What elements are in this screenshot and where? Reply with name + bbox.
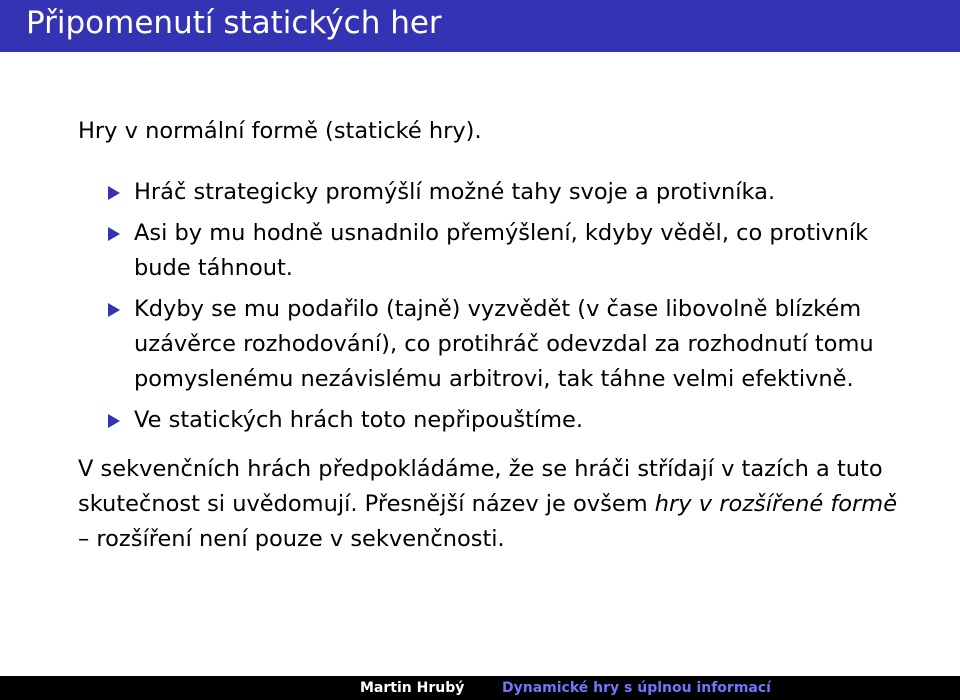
triangle-bullet-icon: [108, 227, 120, 241]
intro-paragraph: Hry v normální formě (statické hry).: [78, 118, 482, 144]
bullet-text: Asi by mu hodně usnadnilo přemýšlení, kdyby věděl, co protivník bude táhnout.: [134, 220, 869, 281]
bullet-text: Ve statických hrách toto nepřipouštíme.: [134, 407, 584, 433]
triangle-bullet-icon: [108, 414, 120, 428]
outro-paragraph: [78, 452, 898, 557]
footer-author: Martin Hrubý: [360, 680, 465, 696]
bullet-item: [78, 175, 898, 210]
slide-title: Připomenutí statických her: [26, 5, 442, 41]
triangle-bullet-icon: [108, 303, 120, 317]
footer-presentation-title: Dynamické hry s úplnou informací: [502, 680, 771, 696]
outro-text-before: V sekvenčních hrách předpokládáme, že se hráči střídají v tazích a tuto skutečnost si uvědomují. Přesnější název je ovšem: [78, 456, 883, 517]
outro-text-after: – rozšíření není pouze v sekvenčnosti.: [78, 526, 505, 552]
footer-bar: [0, 676, 960, 700]
bullet-item: [78, 292, 898, 397]
title-bar: [0, 0, 960, 52]
outro-emphasis: hry v rozšířené formě: [654, 491, 898, 517]
bullet-item: [78, 403, 898, 438]
bullet-text: Kdyby se mu podařilo (tajně) vyzvědět (v čase libovolně blízkém uzávěrce rozhodování), co protihráč odevzdal za rozhodnutí tomu pomyslenému nezávislému arbitrovi, tak táhne velmi efektivně.: [134, 296, 874, 392]
bullet-item: [78, 216, 898, 286]
bullet-list: [78, 175, 898, 438]
slide-content: [78, 114, 898, 557]
triangle-bullet-icon: [108, 186, 120, 200]
bullet-text: Hráč strategicky promýšlí možné tahy svoje a protivníka.: [134, 179, 776, 205]
